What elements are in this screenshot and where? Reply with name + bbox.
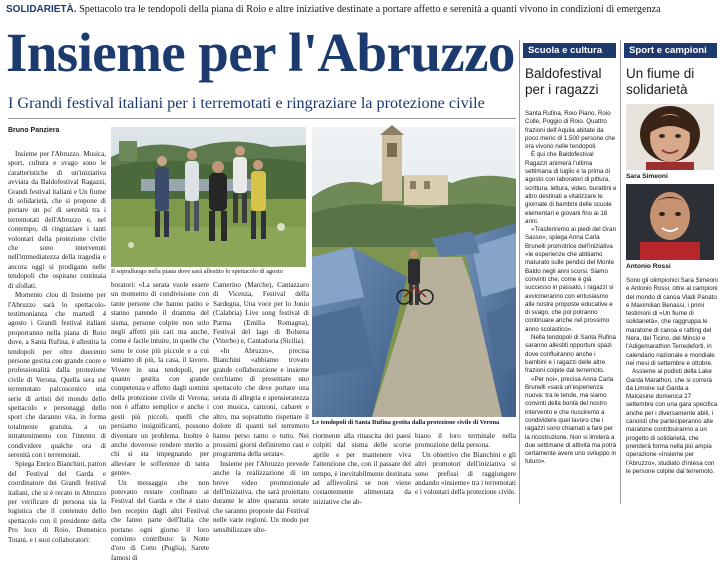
paragraph: Spiega Enrico Bianchini, patron del Festival del Garda e coordinatore dei Grandi festival italiani, che si è recato in Abruzzo per verificare di persona sia la logistica che il contenuto dello spettacolo con il presidente della Pro loco di Roio, Domenico Totani, e i suoi collaboratori: [8,460,107,544]
photo-tent-camp-image [312,127,516,417]
paragraph: biano il loro terminale nella promozione della persona. [415,432,516,450]
article-column-1 [8,150,107,544]
subhead: I Grandi festival italiani per i terremotati e ringraziare la protezione civile [8,94,485,112]
paragraph: riormente alla rinascita dei paesi colpiti dal sisma delle scorse aprile e per mantenere viva l'attenzione che, con il passare del tempo, è inevitabilmente destinata ad affievolirsi se non viene costantemente alimentata da iniziative che ab- [313,432,411,506]
paragraph: È qui che Baldofestival Ragazzi animerà l'ultima settimana di luglio e la prima di agosto con laboratori di pittura, scrittura, lettura, video, burattini e altro destinati a vitalizzare le giornate di bambini delle scuole elementari e giovani fino ai 18 anni. [525,151,617,225]
photo-site-inspection-caption: Il sopralluogo nella piana dove sarà allestito lo spettacolo di agosto [111,268,283,275]
paragraph: boratori: «La serata vuole essere un momento di condivisione con tante persone che hanno patito e stanno patendo il dramma del sisma, persone colpite non solo negli affetti più cari ma anche, come è facile intuire, in quelle che sono le cose più piccole e a cui teniamo di più, la casa, il lavoro. Vivere in una tendopoli, per quanto gestita con grande competenza e affetto dagli uomini della protezione civile di Verona, non è affatto semplice e anche i gesti più piccoli, quelli che persiamo insignificanti, possono diventare un problema. Inoltre è anche doveroso rendere merito a chi si sta impegnando per alleviare le sofferenze di tanta gente». [111,281,209,478]
sidebar-culture-title: Baldofestival per i ragazzi [525,66,602,97]
article-column-2 [111,281,209,562]
portrait-antonio-rossi-label: Antonio Rossi [626,263,671,270]
article-column-3 [213,281,309,534]
kicker-text: Spettacolo tra le tendopoli della piana di Roio e altre iniziative destinate a portare affetto e serenità a quanti vivono in condizioni di emergenza [76,4,661,15]
article-column-4 [313,432,411,505]
photo-site-inspection-image [111,127,306,267]
portrait-antonio-rossi-image [626,184,714,260]
paragraph: Santa Rufina, Roio Piano, Roio Colle, Poggio di Roio. Quattro frazioni dell'Aquila abitate da poco meno di 1.500 persone che ora vivono nelle tendopoli. [525,110,616,151]
sidebar-divider-2 [620,40,621,504]
paragraph: Assieme ai podisti della Lake Garda Marathon, che si correrà da Limone sul Garda a Malcesine domenica 27 settembre con una gara specifica anche per i diversamente abili, i canoisti che parteciperanno alle maratone contribuiranno a un progetto di solidarietà, che prenderà forma nella più ampia operazione «Insieme per l'Abruzzo», studiato d'intesa con le persone colpite dal terremoto. [626,368,718,475]
paragraph: Un obiettivo che Bianchini e gli altri promotori dell'iniziativa si sono prefissi di raggiungere andando «insieme» tra i terremotati e i volontari della protezione civile. [415,450,516,497]
paragraph: Nella tendopoli di Santa Rufina saranno allestiti opportuni spazi dove confluiranno anche i bambini e i ragazzi delle altre frazioni colpite dal terremoto. [525,334,616,375]
paragraph: «Trasferiremo ai piedi del Gran Sasso», spiega Anna Carla Brunelli promotrice dell'iniziativa «le esperienze che abbiamo maturato sulle pendici del Monte Baldo negli anni scorsi. Siamo convinti che, come è già successo in passato, i ragazzi si avvicineranno con entusiasmo alle nostre proposte educative e di svago, che poi potranno continuare anche nel prossimo anno scolastico». [525,226,617,333]
portrait-sara-simeoni-image [626,104,714,170]
sidebar-culture-header: Scuola e cultura [523,43,616,58]
paragraph: «In Abruzzo», precisa Bianchini «abbiamo trovato grande collaborazione e insieme cerchiamo di presentare uno spettacolo che deve portare una serata di allegria e spensieratezza con musica, canzoni, cabaret e altro, ma soprattutto rispettare il dolore di quanti nel terremoto hanno perso tanto o tutto. Nei prossimi giorni definiremo cast e programma della serata». [213,346,309,459]
paragraph: Camerino (Marche), Cantazzaro di Vicenza, Festival della Sardegna, Una voce per lo Jonio (Calabria) Live song festival di Parma (Emilia Romagna), Festival del lago di Bolsena (Viterbo) e, Cantadoria (Sicilia). [213,281,309,346]
photo-site-inspection [111,127,306,267]
paragraph: Insieme per l'Abruzzo. Musica, sport, cultura e svago sono le caratteristiche di un'iniziativa avviata da Baldofestival Ragazzi, Grandi festival italiani e Un fiume di solidarietà, che si propone di portare un po' di serenità tra i terremotati dell'Abruzzo e, nel contempo, di ringraziare i tanti volontari della protezione civile che sono intervenuti nell'immediatezza della tragedia e ancora oggi si prodigano nelle tendopoli che ospitano centinaia di sfollati. [8,150,106,290]
portrait-antonio-rossi [626,184,714,260]
paragraph: Momento clou di Insieme per l'Abruzzo sarà lo spettacolo-testimonianza che martedì 4 agosto i Grandi festival italiani proporranno nella piana di Roio dove, a Santa Rufina, è allestita la tendopoli per oltre duecento persone gestita con grande cuore e professionalità dalla protezione civile di Verona. Quella sera sul terremotato palcoscenico una serie di artisti del mondo dello spettacolo e personaggi dello sport che daranno vita, in forma totalmente gratuita, a un intrattenimento con l'intento di condividere qualche ora di serenità con i terremotati. [8,291,106,459]
portrait-sara-simeoni-label: Sara Simeoni [626,173,668,180]
photo-tent-camp [312,127,516,417]
portrait-sara-simeoni [626,104,714,170]
paragraph: Un messaggio che non potevano restare confinato ai Festival del Garda e che è stato ben recepito dagli altri Festival che fanno parte dell'Italia che portano ogni giorno il loro convinto contributo: la Notte d'oro di Cotto (Puglia), Sarete famosi di [111,478,209,562]
sidebar-sport-header: Sport e campioni [624,43,717,58]
paragraph: Insieme per l'Abruzzo prevede anche la realizzazione di un breve video promozionale dell'iniziativa, che sarà proiettato durante le altre quaranta serate che saranno proposte dai Festival nelle varie regioni. Un modo per sensibilizzare ulte- [213,459,309,534]
byline: Bruno Panziera [8,127,60,134]
sidebar-divider [519,40,520,504]
paragraph: «Per noi», precisa Anna Carla Brunelli «sarà un'esperienza nuova: tra le tende, ma siamo convinti della bontà del nostro intervento e che riusciremo a condividere quel lavoro che i ragazzi sono chiamati a fare per la ricostruzione. Non si limiterà a due settimane di attività ma potrà certamente avere uno sviluppo in futuro». [525,375,617,466]
headline-rule [8,118,516,119]
kicker-tag: SOLIDARIETÀ. [6,4,77,15]
article-column-5 [415,432,516,505]
sidebar-culture-body [525,110,617,504]
paragraph: Sono gli olimpionici Sara Simeoni e Antonio Rossi, oltre ai campioni del mondo di canoa Vladi Panato e Maximilian Benassi, i primi testimoni di «Un fiume di solidarietà», che raggruppa le maratone di canoa e rafting del Nera, del Ticino, del Mincio e l'Adigemarathon Terredeforti, in calendario nazionale e mondiale nei mesi di settembre e ottobre. [626,277,718,367]
sidebar-sport-body [626,277,718,504]
kicker-line [6,3,714,17]
photo-tent-camp-caption: Le tendopoli di Santa Rufina gestita dalla protezione civile di Verona [312,419,500,426]
sidebar-sport-title: Un fiume di solidarietà [626,66,695,97]
headline: Insieme per l'Abruzzo [6,22,515,83]
